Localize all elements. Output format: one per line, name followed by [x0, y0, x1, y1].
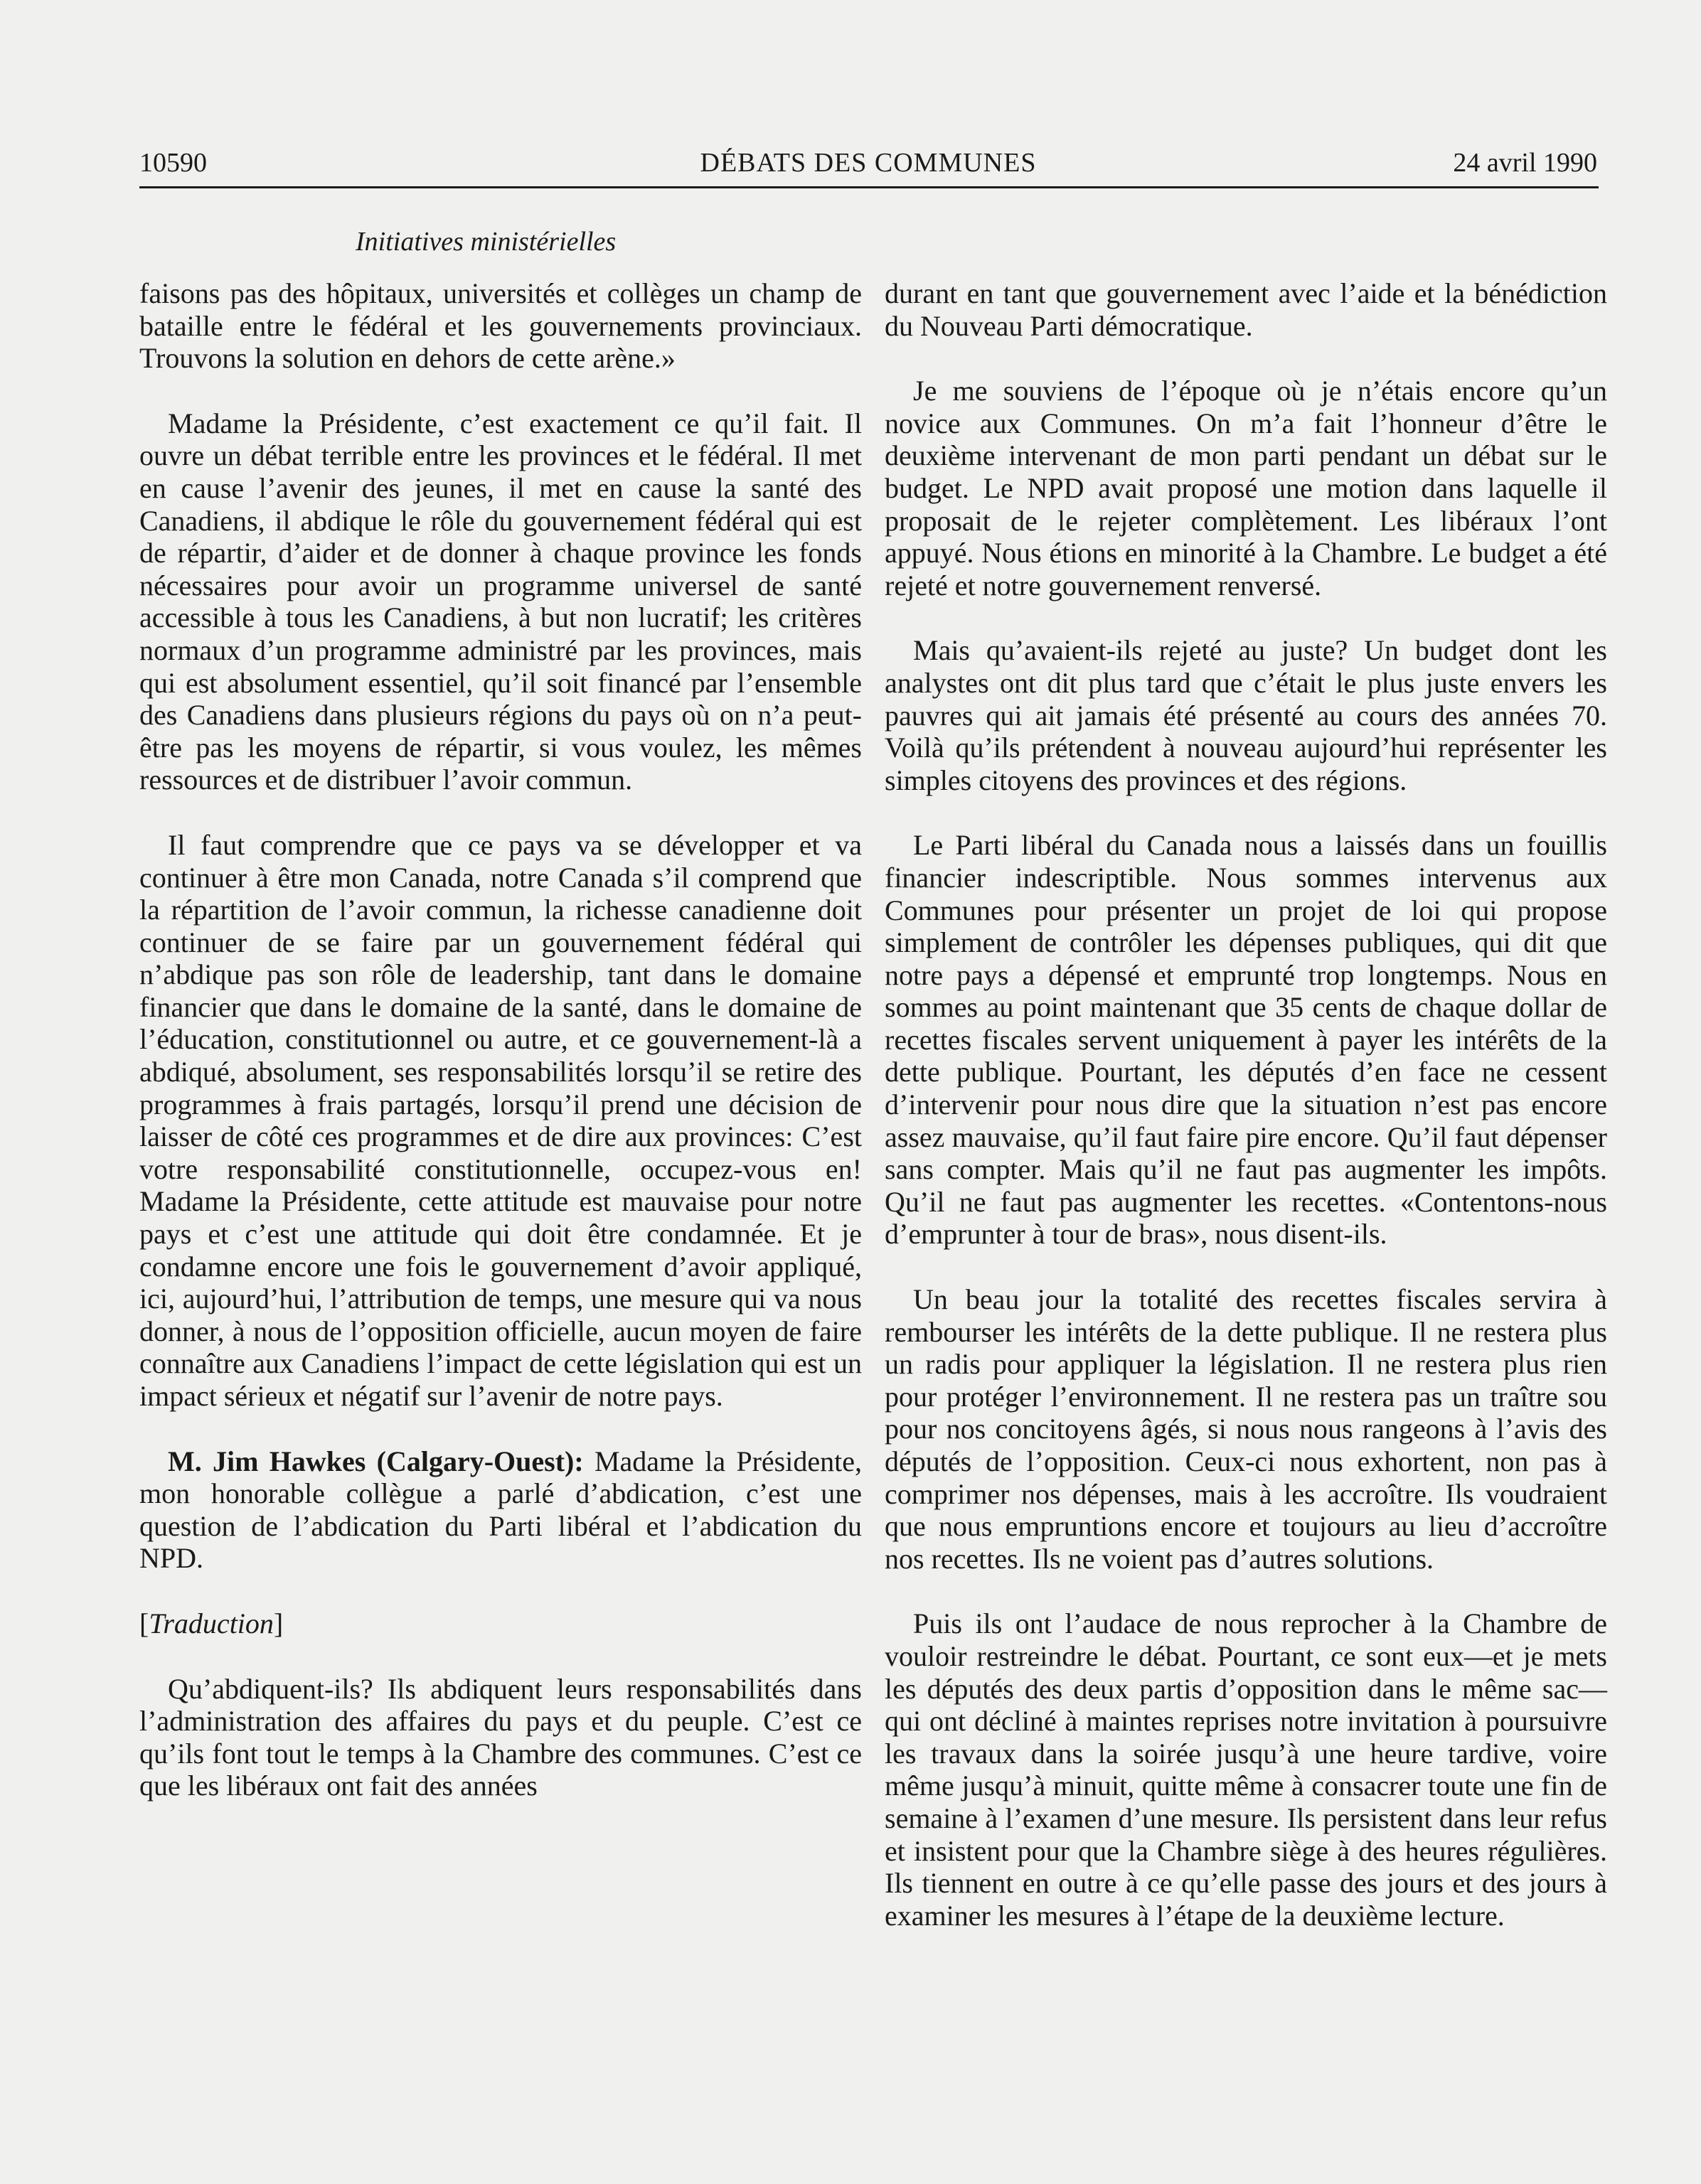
- section-subhead: Initiatives ministérielles: [356, 227, 617, 257]
- page-number: 10590: [139, 148, 207, 178]
- paragraph: Il faut comprendre que ce pays va se développer et va continuer à être mon Canada, notre Canada s’il comprend que la répartition de l’avoir commun, la richesse canadienne doit continuer de se faire par un gouvernement fédéral qui n’abdique pas son rôle de leadership, tant dans le domaine financier que dans le domaine de la santé, dans le domaine de l’éducation, constitutionnel ou autre, et ce gouvernement-là a abdiqué, absolument, ses responsabilités lorsqu’il se retire des programmes à frais partagés, lorsqu’il prend une décision de laisser de côté ces programmes et de dire aux provinces: C’est votre responsabilité constitutionnelle, occupez-vous en! Madame la Présidente, cette attitude est mauvaise pour notre pays et c’est une attitude qui doit être condamnée. Et je condamne encore une fois le gouvernement d’avoir appliqué, ici, aujourd’hui, l’attribution de temps, une mesure qui va nous donner, à nous de l’opposition officielle, aucun moyen de faire connaître aux Canadiens l’impact de cette législation qui est un impact sérieux et négatif sur l’avenir de notre pays.: [139, 828, 862, 1412]
- publication-title: DÉBATS DES COMMUNES: [700, 148, 1037, 178]
- speaker-text: Madame la Présidente, mon honorable collègue a parlé d’abdication, c’est une question de l’abdication du Parti libéral et l’abdication du NPD.: [139, 1445, 862, 1575]
- page-header: [139, 144, 1597, 186]
- paragraph: Madame la Présidente, c’est exactement ce qu’il fait. Il ouvre un débat terrible entre les provinces et le fédéral. Il met en cause l’avenir des jeunes, il met en cause la santé des Canadiens, il abdique le rôle du gouvernement fédéral qui est de répartir, d’aider et de donner à chaque province les fonds nécessaires pour avoir un programme universel de santé accessible à tous les Canadiens, à but non lucratif; les critères normaux d’un programme administré par les provinces, mais qui est absolument essentiel, qu’il soit financé par l’ensemble des Canadiens dans plusieurs régions du pays où on n’a peut-être pas les moyens de répartir, si vous voulez, les mêmes ressources et de distribuer l’avoir commun.: [139, 407, 862, 796]
- paragraph: faisons pas des hôpitaux, universités et collèges un champ de bataille entre le fédéral et les gouvernements provinciaux. Trouvons la solution en dehors de cette arène.»: [139, 277, 862, 375]
- paragraph: Un beau jour la totalité des recettes fiscales servira à rembourser les intérêts de la dette publique. Il ne restera plus un radis pour appliquer la législation. Il ne restera plus rien pour protéger l’environnement. Il ne restera pas un traître sou pour nos concitoyens âgés, si nous nous rangeons à l’avis des députés de l’opposition. Ceux-ci nous exhortent, non pas à comprimer nos dépenses, mais à les accroître. Ils voudraient que nous empruntions encore et toujours au lieu d’accroître nos recettes. Ils ne voient pas d’autres solutions.: [885, 1283, 1607, 1575]
- header-rule: [139, 186, 1599, 188]
- speaker-name: M. Jim Hawkes (Calgary-Ouest):: [168, 1445, 584, 1477]
- paragraph: Le Parti libéral du Canada nous a laissés dans un fouillis financier indescriptible. Nous sommes intervenus aux Communes pour présenter un projet de loi qui propose simplement de contrôler les dépenses publiques, qui dit que notre pays a dépensé et emprunté trop longtemps. Nous en sommes au point maintenant que 35 cents de chaque dollar de recettes fiscales servent uniquement à payer les intérêts de la dette publique. Pourtant, les députés d’en face ne cessent d’intervenir pour nous dire que la situation n’est pas encore assez mauvaise, qu’il faut faire pire encore. Qu’il faut dépenser sans compter. Mais qu’il ne faut pas augmenter les impôts. Qu’il ne faut pas augmenter les recettes. «Contentons-nous d’emprunter à tour de bras», nous disent-ils.: [885, 829, 1607, 1251]
- paragraph: Qu’abdiquent-ils? Ils abdiquent leurs responsabilités dans l’administration des affaires du pays et du peuple. C’est ce qu’ils font tout le temps à la Chambre des communes. C’est ce que les libéraux ont fait des années: [139, 1672, 862, 1802]
- traduction-label: Traduction: [149, 1607, 274, 1639]
- paragraph: Puis ils ont l’audace de nous reprocher à la Chambre de vouloir restreindre le débat. Pourtant, ce sont eux—et je mets les députés des deux partis d’opposition dans le même sac—qui ont décliné à maintes reprises notre invitation à poursuivre les travaux dans la soirée jusqu’à une heure tardive, voire même jusqu’à minuit, quitte même à consacrer toute une fin de semaine à l’examen d’une mesure. Ils persistent dans leur refus et insistent pour que la Chambre siège à des heures régulières. Ils tiennent en outre à ce qu’elle passe des jours et des jours à examiner les mesures à l’étape de la deuxième lecture.: [885, 1607, 1607, 1932]
- speaker-paragraph: [139, 1445, 862, 1575]
- paragraph: Je me souviens de l’époque où je n’étais encore qu’un novice aux Communes. On m’a fait l’honneur d’être le deuxième intervenant de mon parti pendant un débat sur le budget. Le NPD avait proposé une motion dans laquelle il proposait de le rejeter complètement. Les libéraux l’ont appuyé. Nous étions en minorité à la Chambre. Le budget a été rejeté et notre gouvernement renversé.: [885, 375, 1607, 601]
- traduction-marker: [Traduction]: [139, 1607, 284, 1639]
- publication-date: 24 avril 1990: [1453, 148, 1597, 178]
- paragraph: Mais qu’avaient-ils rejeté au juste? Un budget dont les analystes ont dit plus tard que c’était le plus juste envers les pauvres qui ait jamais été présenté au cours des années 70. Voilà qu’ils prétendent à nouveau aujourd’hui représenter les simples citoyens des provinces et des régions.: [885, 634, 1607, 796]
- left-column: [139, 277, 862, 1835]
- right-column: [885, 277, 1607, 1964]
- paragraph: durant en tant que gouvernement avec l’aide et la bénédiction du Nouveau Parti démocratique.: [885, 277, 1607, 342]
